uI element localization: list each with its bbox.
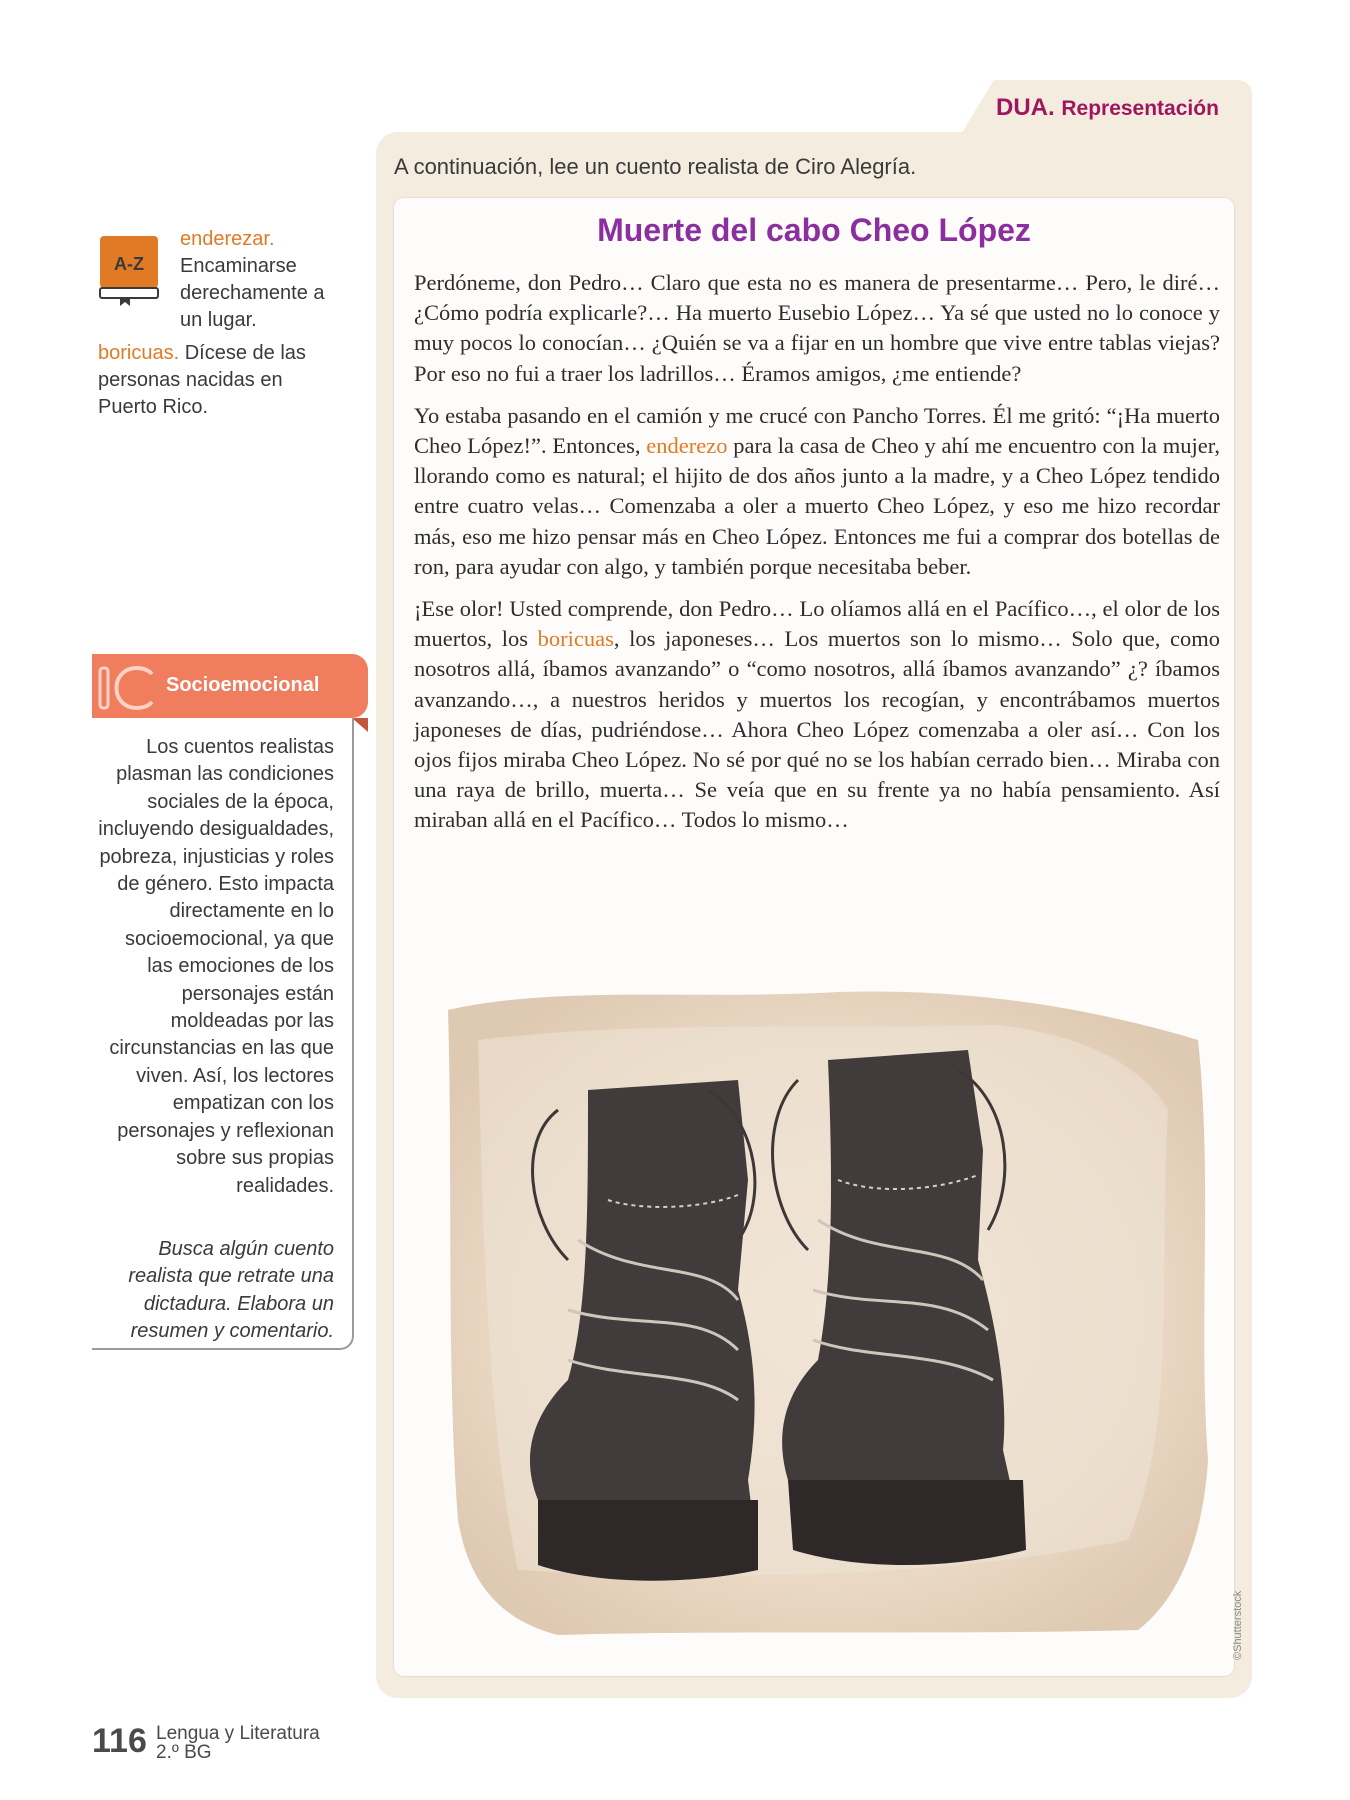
story-body [414,268,1220,848]
socio-task: Busca algún cuento realista que retrate una dictadura. Elabora un resumen y comentario. [128,1238,334,1343]
socio-text: Los cuentos realistas plasman las condiciones sociales de la época, incluyendo desigualdades, pobreza, injusticias y roles de género. Esto impacta directamente en lo socioemocional, ya que las emociones de los personajes están moldeadas por las circunstancias en las que viven. Así, los lectores empatizan con los personajes y reflexionan sobre sus propias realidades. [98,736,334,1197]
story-paragraph-3: ¡Ese olor! Usted comprende, don Pedro… Lo olíamos allá en el Pacífico…, el olor de los muertos, los boricuas, los japoneses… Los muertos son lo mismo… Solo que, como nosotros allá, íbamos avanzando” o “como nosotros, allá íbamos avanzando” ¿? íbamos avanzando…, a nuestros heridos y muertos los recogían, y encontrábamos muertos japoneses de días, pudriéndose… Ahora Cheo López comenzaba a oler así… Con los ojos fijos miraba Cheo López. No sé por qué no se los habían cerrado bien… Miraba con una raya de brillo, muerta… Se veía que en su frente ya no había pensamiento. Así miraban allá en el Pacífico… Todos lo mismo… [414,596,1220,833]
socioemotional-icon [96,664,158,712]
boots-illustration [438,980,1218,1640]
socio-tab-fold [352,718,368,732]
story-title: Muerte del cabo Cheo López [597,212,1031,248]
highlight-boricuas: boricuas [537,626,614,652]
glossary-entry-boricuas: boricuas. Dícese de las personas nacidas en Puerto Rico. [98,342,306,418]
dua-label: DUA. Representación [996,94,1219,121]
svg-text:A-Z: A-Z [114,254,144,274]
intro-text: A continuación, lee un cuento realista de Ciro Alegría. [394,154,917,179]
highlight-enderezo: enderezo [646,433,728,459]
dictionary-icon [98,234,162,306]
story-paragraph-1: Perdóneme, don Pedro… Claro que esta no es manera de presentarme… Pero, le diré… ¿Cómo podría explicarle?… Ha muerto Eusebio López… Ya sé que usted no lo conoce y muy pocos lo conocían… ¿Quién se va a fijar en un hombre que vive entre tablas viejas? Por eso no fui a traer los ladrillos… Éramos amigos, ¿me entiende? [414,270,1220,386]
footer-subject: Lengua y Literatura 2.º BG [156,1723,320,1763]
page-number: 116 [92,1722,147,1760]
image-credit: ©Shutterstock [1232,1590,1244,1660]
glossary-entry-enderezar: enderezar. Encaminarse derechamente a un lugar. [180,228,325,331]
story-paragraph-2: Yo estaba pasando en el camión y me crucé con Pancho Torres. Él me gritó: “¡Ha muerto Cheo López!”. Entonces, enderezo para la casa de Cheo y ahí me encuentro con la mujer, llorando como es natural; el hijito de dos años junto a la madre, y a Cheo López tendido entre cuatro velas… Comenzaba a oler a muerto Cheo López, y eso me hizo recordar más, eso me hizo pensar más en Cheo López. Entonces me fui a comprar dos botellas de ron, para ayudar con algo, y también porque necesitaba beber. [414,402,1220,579]
socio-label: Socioemocional [166,674,320,696]
